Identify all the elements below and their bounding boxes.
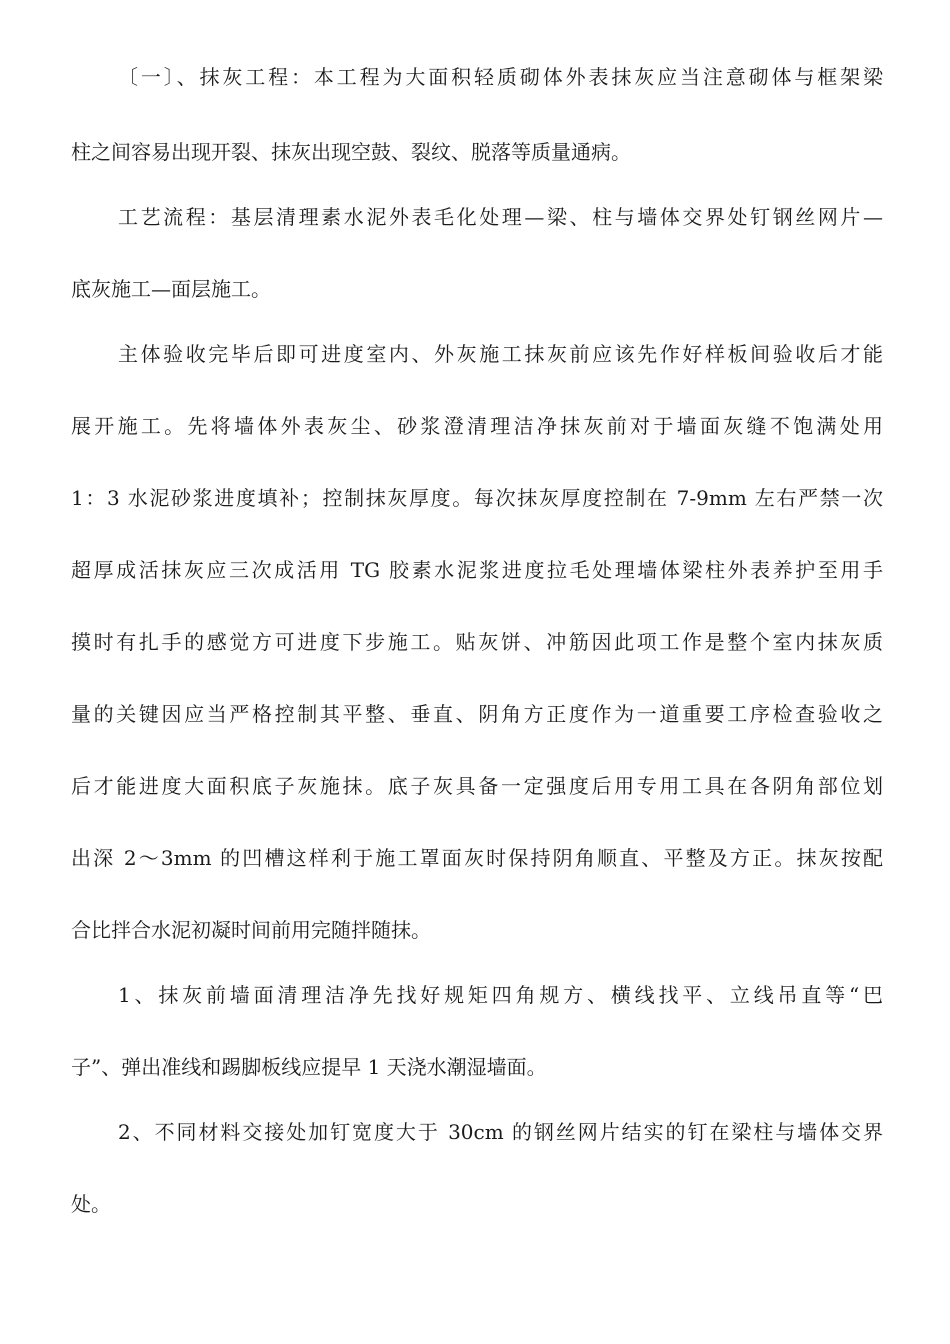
- paragraph-main-line-7: 后才能进度大面积底子灰施抹。底子灰具备一定强度后用专用工具在各阴角部位划: [71, 774, 883, 798]
- paragraph-main-line-4: 超厚成活抹灰应三次成活用 TG 胶素水泥浆进度拉毛处理墙体梁柱外表养护至用手: [71, 558, 883, 582]
- paragraph-plastering-line-1: 〔一〕、抹灰工程：本工程为大面积轻质砌体外表抹灰应当注意砌体与框架梁: [118, 65, 883, 89]
- paragraph-main-line-1: 主体验收完毕后即可进度室内、外灰施工抹灰前应该先作好样板间验收后才能: [118, 342, 883, 366]
- paragraph-main-line-8: 出深 2～3mm 的凹槽这样利于施工罩面灰时保持阴角顺直、平整及方正。抹灰按配: [71, 846, 883, 870]
- paragraph-main-line-3: 1：3 水泥砂浆进度填补；控制抹灰厚度。每次抹灰厚度控制在 7-9mm 左右严禁一次: [71, 486, 883, 510]
- list-item-1-line-2: 子”、弹出准线和踢脚板线应提早 1 天浇水潮湿墙面。: [71, 1055, 547, 1079]
- paragraph-main-line-5: 摸时有扎手的感觉方可进度下步施工。贴灰饼、冲筋因此项工作是整个室内抹灰质: [71, 630, 883, 654]
- paragraph-plastering-line-2: 柱之间容易出现开裂、抹灰出现空鼓、裂纹、脱落等质量通病。: [71, 140, 631, 164]
- paragraph-main-line-9: 合比拌合水泥初凝时间前用完随拌随抹。: [71, 918, 431, 942]
- paragraph-main-line-6: 量的关键因应当严格控制其平整、垂直、阴角方正度作为一道重要工序检查验收之: [71, 702, 883, 726]
- list-item-2-line-1: 2、不同材料交接处加钉宽度大于 30cm 的钢丝网片结实的钉在梁柱与墙体交界: [118, 1120, 883, 1144]
- list-item-1-line-1: 1、抹灰前墙面清理洁净先找好规矩四角规方、横线找平、立线吊直等“巴: [118, 983, 883, 1007]
- paragraph-main-line-2: 展开施工。先将墙体外表灰尘、砂浆澄清理洁净抹灰前对于墙面灰缝不饱满处用: [71, 414, 883, 438]
- list-item-2-line-2: 处。: [71, 1192, 111, 1216]
- paragraph-process-line-1: 工艺流程：基层清理素水泥外表毛化处理—梁、柱与墙体交界处钉钢丝网片—: [118, 205, 883, 229]
- paragraph-process-line-2: 底灰施工—面层施工。: [71, 277, 271, 301]
